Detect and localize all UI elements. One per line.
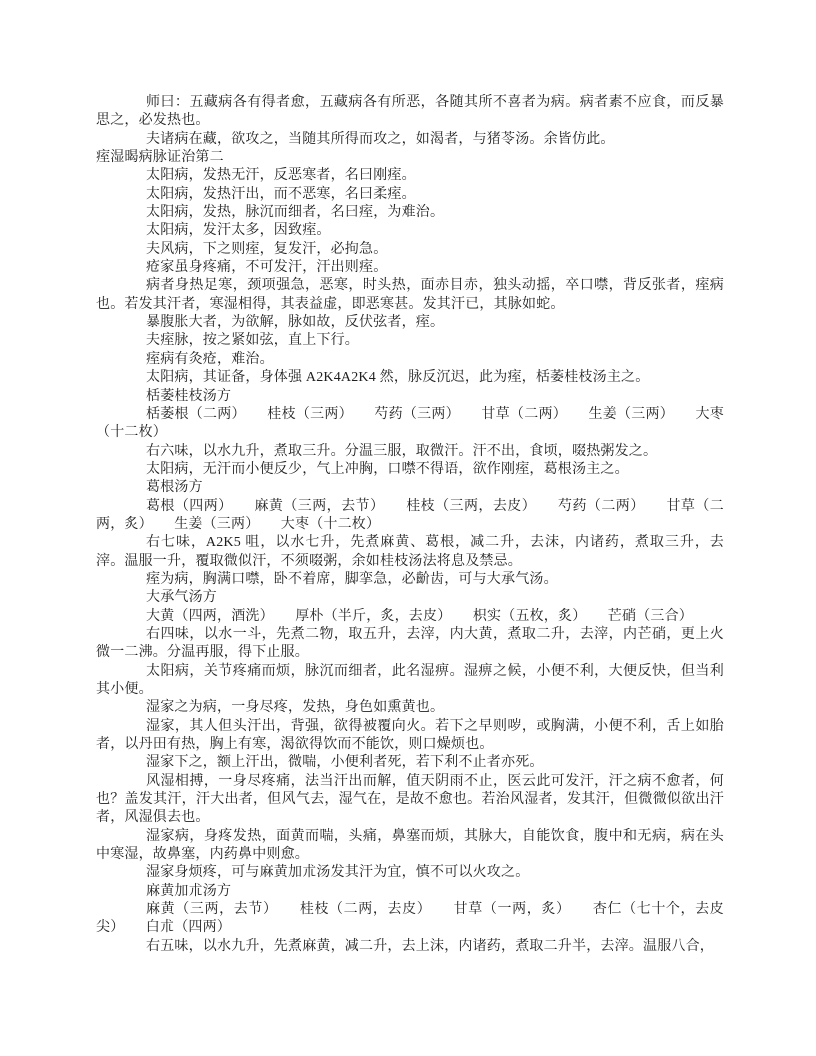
text-column	[96, 94, 724, 956]
paragraph: 夫诸病在藏，欲攻之，当随其所得而攻之，如渴者，与猪苓汤。余皆仿此。	[146, 131, 615, 147]
paragraph: 疮家虽身疼痛，不可发汗，汗出则痓。	[146, 260, 388, 276]
paragraph: 湿家病，身疼发热，面黄而喘，头痛，鼻塞而烦，其脉大，自能饮食，腹中和无病，病在头中寒湿，故鼻塞，内药鼻中则愈。	[96, 828, 724, 863]
paragraph: 右五味，以水九升，先煮麻黄，减二升，去上沫，内诸药，煮取二升半，去滓。温服八合，	[146, 938, 714, 954]
paragraph: 暴腹胀大者，为欲解，脉如故，反伏弦者，痓。	[146, 315, 445, 331]
paragraph: 夫痓脉，按之紧如弦，直上下行。	[146, 333, 359, 349]
paragraph: 太阳病，发汗太多，因致痓。	[146, 223, 331, 239]
paragraph: 太阳病，无汗而小便反少，气上冲胸，口噤不得语，欲作刚痓，葛根汤主之。	[146, 461, 629, 477]
formula-ingredients: 葛根（四两） 麻黄（三两，去节） 桂枝（三两，去皮） 芍药（二两） 甘草（二两，炙） 生姜（三两） 大枣（十二枚）	[96, 498, 724, 532]
paragraph: 右七味，A2K5 咀，以水七升，先煮麻黄、葛根，减二升，去沫，内诸药，煮取三升，去滓。温服一升，覆取微似汗，不须啜粥，余如桂枝汤法将息及禁忌。	[96, 535, 724, 569]
paragraph: 风湿相搏，一身尽疼痛，法当汗出而解，值天阴雨不止，医云此可发汗，汗之病不愈者，何也？盖发其汗，汗大出者，但风气去，湿气在，是故不愈也。若治风湿者，发其汗，但微微似欲出汗者，风湿俱去也。	[96, 773, 724, 826]
paragraph: 病者身热足寒，颈项强急，恶寒，时头热，面赤目赤，独头动摇，卒口噤，背反张者，痓病也。若发其汗者，寒湿相得，其表益虚，即恶寒甚。发其汗已，其脉如蛇。	[96, 278, 724, 312]
formula-title: 麻黄加朮汤方	[146, 883, 232, 899]
paragraph: 夫风病，下之则痓，复发汗，必拘急。	[146, 241, 388, 257]
paragraph: 太阳病，发热无汗，反恶寒者，名曰刚痓。	[146, 168, 416, 184]
paragraph: 太阳病，其证备，身体强 A2K4A2K4 然，脉反沉迟，此为痓，栝萎桂枝汤主之。	[146, 370, 650, 386]
paragraph: 痓病有灸疮，难治。	[146, 351, 274, 367]
paragraph: 湿家身烦疼，可与麻黄加朮汤发其汗为宜，慎不可以火攻之。	[146, 865, 530, 881]
formula-title: 栝萎桂枝汤方	[146, 388, 232, 404]
paragraph: 痓为病，胸满口噤，卧不着席，脚挛急，必齘齿，可与大承气汤。	[146, 571, 558, 587]
paragraph: 湿家下之，额上汗出，微喘，小便利者死，若下利不止者亦死。	[146, 755, 544, 771]
formula-ingredients: 麻黄（三两，去节） 桂枝（二两，去皮） 甘草（一两，炙） 杏仁（七十个，去皮尖） 白朮（四两）	[96, 902, 724, 936]
paragraph: 师曰：五藏病各有得者愈，五藏病各有所恶，各随其所不喜者为病。病者素不应食，而反暴思之，必发热也。	[96, 95, 724, 129]
formula-ingredients: 栝萎根（二两） 桂枝（三两） 芍药（三两） 甘草（二两） 生姜（三两） 大枣（十二枚）	[96, 406, 724, 441]
paragraph: 太阳病，发热，脉沉而细者，名曰痓，为难治。	[146, 205, 445, 221]
paragraph: 太阳病，关节疼痛而烦，脉沉而细者，此名湿痹。湿痹之候，小便不利，大便反快，但当利其小便。	[96, 663, 724, 697]
paragraph: 湿家，其人但头汗出，背强，欲得被覆向火。若下之早则哕，或胸满，小便不利，舌上如胎者，以丹田有热，胸上有寒，渴欲得饮而不能饮，则口燥烦也。	[96, 718, 724, 753]
paragraph: 太阳病，发热汗出，而不恶寒，名曰柔痓。	[146, 186, 416, 202]
formula-title: 大承气汤方	[146, 590, 217, 606]
paragraph: 右六味，以水九升，煮取三升。分温三服，取微汗。汗不出，食顷，啜热粥发之。	[146, 443, 658, 459]
paragraph: 右四味，以水一斗，先煮二物，取五升，去滓，内大黄，煮取二升，去滓，内芒硝，更上火微一二沸。分温再服，得下止服。	[96, 626, 724, 661]
formula-title: 葛根汤方	[146, 480, 203, 496]
formula-ingredients: 大黄（四两，酒洗） 厚朴（半斤，炙，去皮） 枳实（五枚，炙） 芒硝（三合）	[146, 608, 693, 624]
paragraph: 湿家之为病，一身尽疼，发热，身色如熏黄也。	[146, 700, 445, 716]
section-heading: 痓湿暍病脉证治第二	[96, 150, 224, 166]
